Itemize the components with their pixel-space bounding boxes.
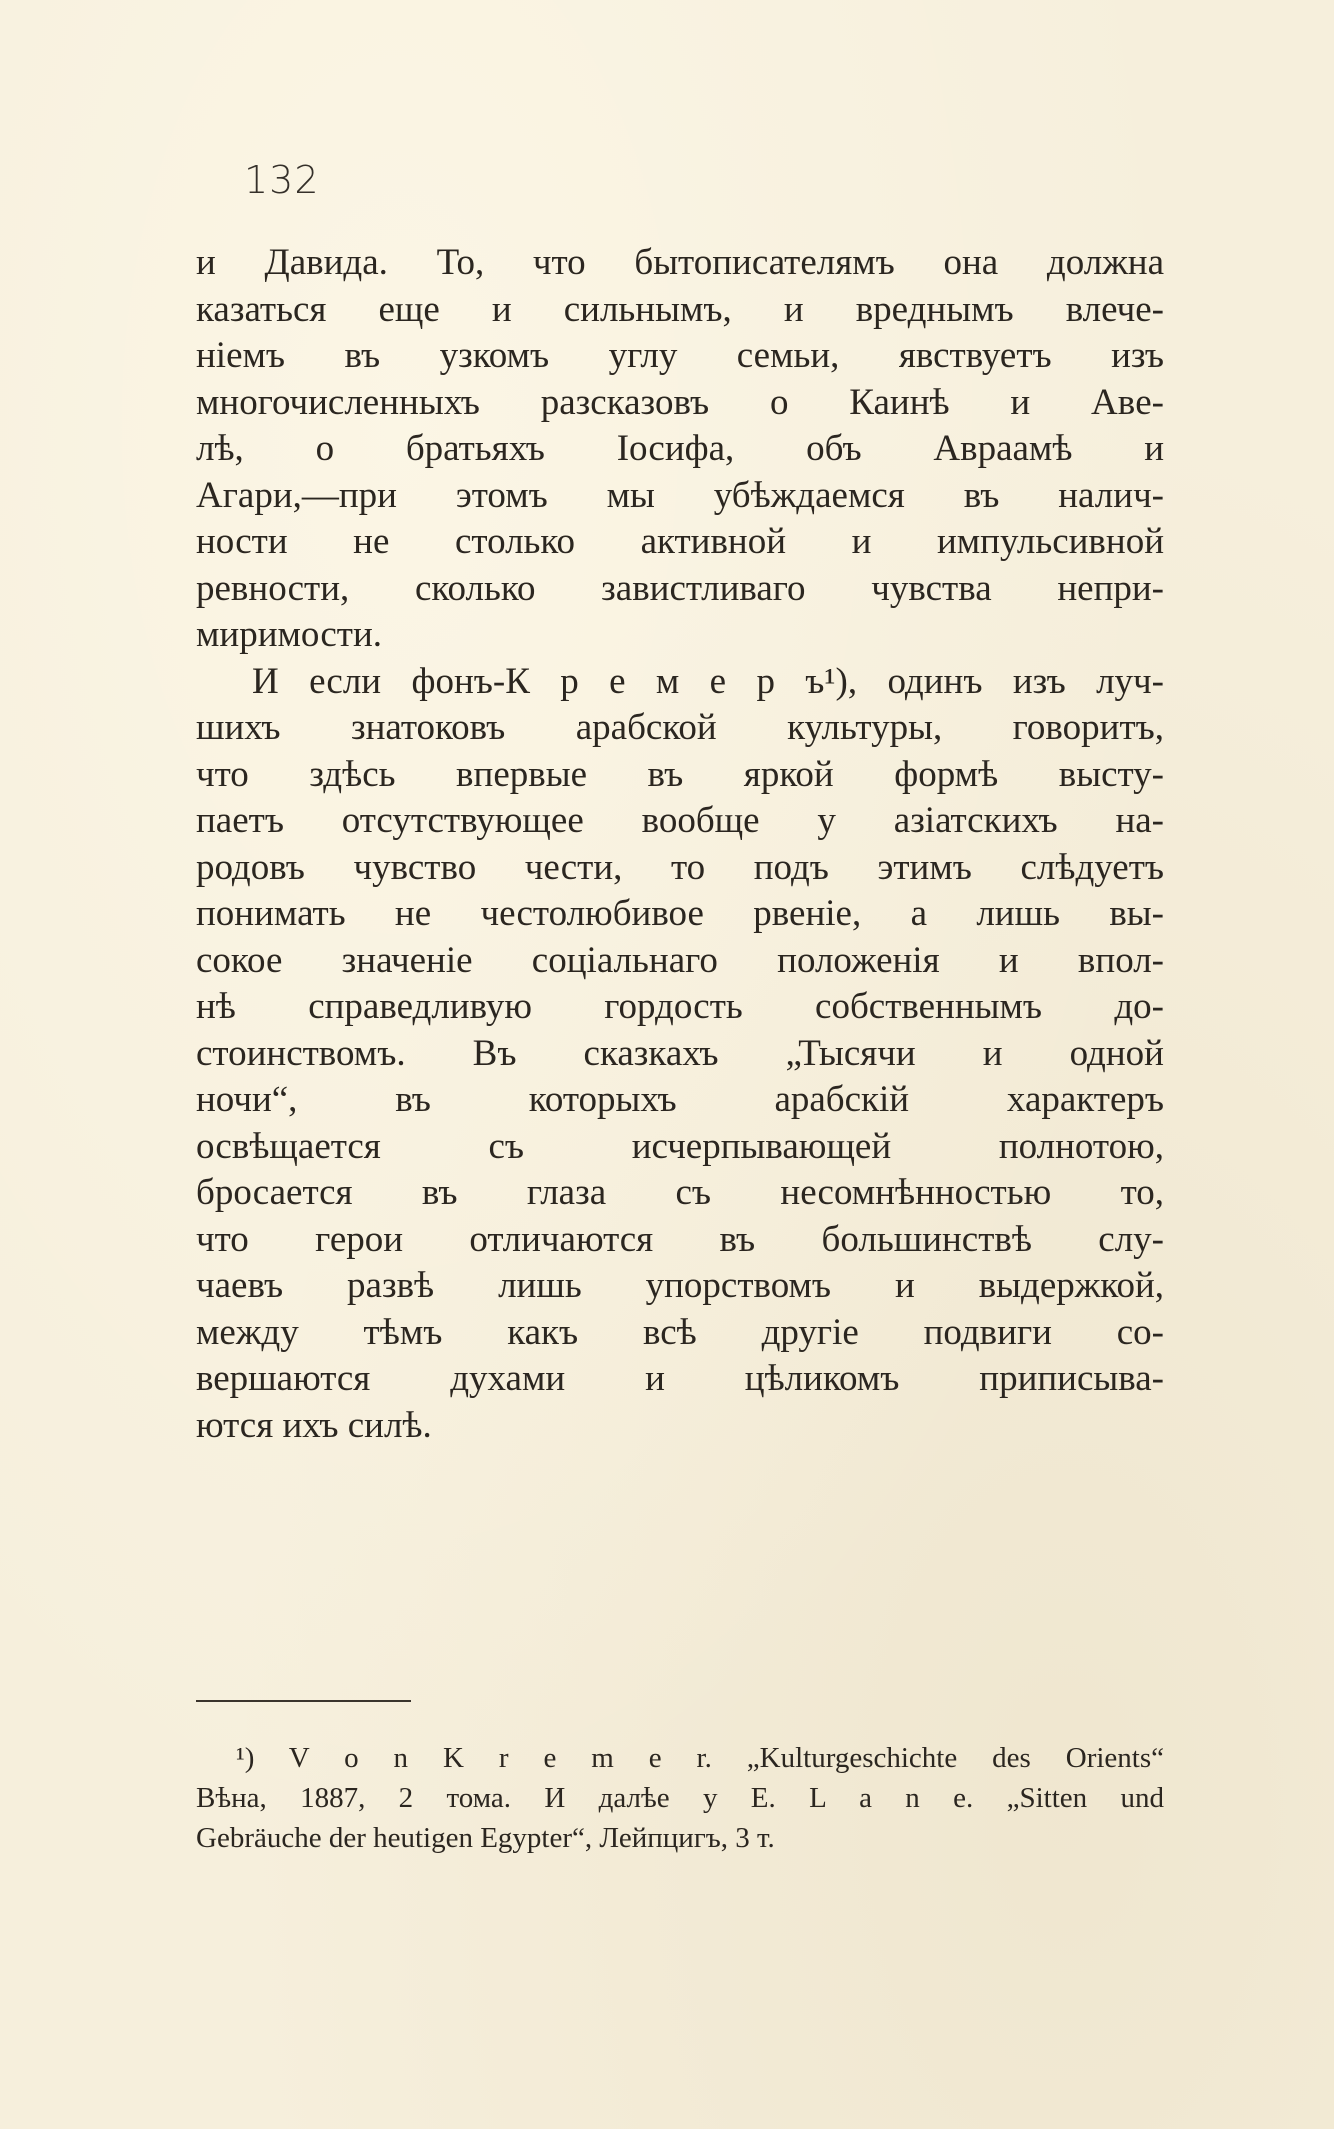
text-line: ревности, сколько завистливаго чувства непри- [196,567,1164,609]
text-line: казаться еще и сильнымъ, и вреднымъ влече- [196,288,1164,330]
text-line: стоинствомъ. Въ сказкахъ „Тысячи и одной [196,1032,1164,1074]
footnote-line: ¹) V o n K r e m e r. „Kulturgeschichte des Orients“ [236,1742,1164,1774]
text-line: миримости. [196,614,382,655]
text-line: паетъ отсутствующее вообще у азіатскихъ на- [196,800,1164,841]
text-line: Агари,—при этомъ мы убѣждаемся въ налич- [196,474,1164,516]
footnote-line: Вѣна, 1887, 2 тома. И далѣе у E. L a n e. „Sitten und [196,1782,1164,1814]
text-line: между тѣмъ какъ всѣ другіе подвиги со- [196,1311,1164,1353]
text-line: чаевъ развѣ лишь упорствомъ и выдержкой, [196,1265,1164,1306]
text-line: и Давида. То, что бытописателямъ она должна [196,242,1164,283]
text-line: что здѣсь впервые въ яркой формѣ высту- [196,753,1164,795]
text-line: сокое значеніе соціальнаго положенія и впол- [196,939,1164,981]
text-line: ніемъ въ узкомъ углу семьи, явствуетъ изъ [196,335,1164,376]
text-line: что герои отличаются въ большинствѣ слу- [196,1218,1164,1260]
footnote [196,1738,1164,1858]
text-line: лѣ, о братьяхъ Іосифа, объ Авраамѣ и [196,428,1164,469]
text-line: вершаются духами и цѣликомъ приписыва- [196,1358,1164,1399]
text-line: многочисленныхъ разсказовъ о Каинѣ и Авe- [196,381,1164,423]
text-line: И если фонъ-К р е м е р ъ¹), одинъ изъ луч- [252,660,1164,702]
text-line: освѣщается съ исчерпывающей полнотою, [196,1125,1164,1167]
text-line: понимать не честолюбивое рвеніе, а лишь вы- [196,893,1164,934]
page-number: 132 [244,158,320,202]
text-line: ются ихъ силѣ. [196,1404,432,1446]
text-line: шихъ знатоковъ арабской культуры, говоритъ, [196,707,1164,748]
footnote-line: Gebräuche der heutigen Egypter“, Лейпцигъ, 3 т. [196,1822,775,1854]
main-text [196,240,1164,1449]
text-line: ночи“, въ которыхъ арабскій характеръ [196,1079,1164,1120]
footnote-divider [196,1700,411,1702]
text-line: бросается въ глаза съ несомнѣнностью то, [196,1172,1164,1213]
text-line: нѣ справедливую гордость собственнымъ до- [196,986,1164,1027]
text-line: ности не столько активной и импульсивной [196,521,1164,562]
text-line: родовъ чувство чести, то подъ этимъ слѣдуетъ [196,846,1164,888]
